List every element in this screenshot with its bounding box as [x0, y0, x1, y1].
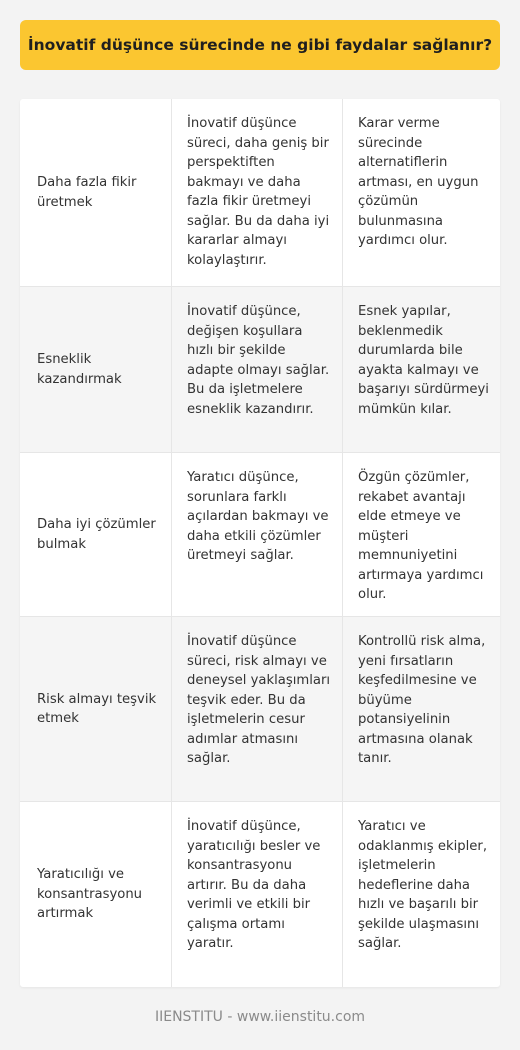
result-cell: Yaratıcı ve odaklanmış ekipler, işletmelerin hedeflerine daha hızlı ve başarılı bir şekilde ulaşmasını sağlar. [358, 819, 488, 951]
table-row [20, 287, 500, 453]
table-row [20, 453, 500, 617]
title-banner [20, 20, 500, 70]
footer-credit: IIENSTITU - www.iienstitu.com [154, 1009, 366, 1025]
result-cell: Kontrollü risk alma, yeni fırsatların keşfedilmesine ve büyüme potansiyelinin artmasına olanak tanır. [358, 634, 486, 766]
table-row [20, 802, 500, 987]
table-row [20, 99, 500, 287]
description-cell: İnovatif düşünce süreci, risk almayı ve deneysel yaklaşımları teşvik eder. Bu da işletmelerin cesur adımlar atmasını sağlar. [172, 617, 343, 801]
benefits-table [20, 99, 500, 987]
description-cell: İnovatif düşünce süreci, daha geniş bir perspektiften bakmayı ve daha fazla fikir üretmeyi sağlar. Bu da daha iyi kararlar almayı kolaylaştırır. [172, 99, 343, 286]
description-cell: İnovatif düşünce, değişen koşullara hızlı bir şekilde adapte olmayı sağlar. Bu da işletmelere esneklik kazandırır. [172, 287, 343, 452]
benefit-cell: Esneklik kazandırmak [20, 287, 172, 452]
result-cell: Özgün çözümler, rekabet avantajı elde etmeye ve müşteri memnuniyetini artırmaya yardımcı olur. [358, 470, 484, 602]
table-row [20, 617, 500, 802]
result-cell: Esnek yapılar, beklenmedik durumlarda bile ayakta kalmayı ve başarıyı sürdürmeyi mümkün kılar. [358, 304, 489, 417]
page-title: İnovatif düşünce sürecinde ne gibi faydalar sağlanır? [27, 36, 493, 54]
benefit-cell: Risk almayı teşvik etmek [20, 617, 172, 801]
benefit-cell: Yaratıcılığı ve konsantrasyonu artırmak [20, 802, 172, 987]
benefit-cell: Daha iyi çözümler bulmak [20, 453, 172, 616]
description-cell: Yaratıcı düşünce, sorunlara farklı açılardan bakmayı ve daha etkili çözümler üretmeyi sağlar. [172, 453, 343, 616]
description-cell: İnovatif düşünce, yaratıcılığı besler ve konsantrasyonu artırır. Bu da daha verimli ve etkili bir çalışma ortamı yaratır. [172, 802, 343, 987]
result-cell: Karar verme sürecinde alternatiflerin artması, en uygun çözümün bulunmasına yardımcı olur. [358, 116, 479, 248]
benefit-cell: Daha fazla fikir üretmek [20, 99, 172, 286]
